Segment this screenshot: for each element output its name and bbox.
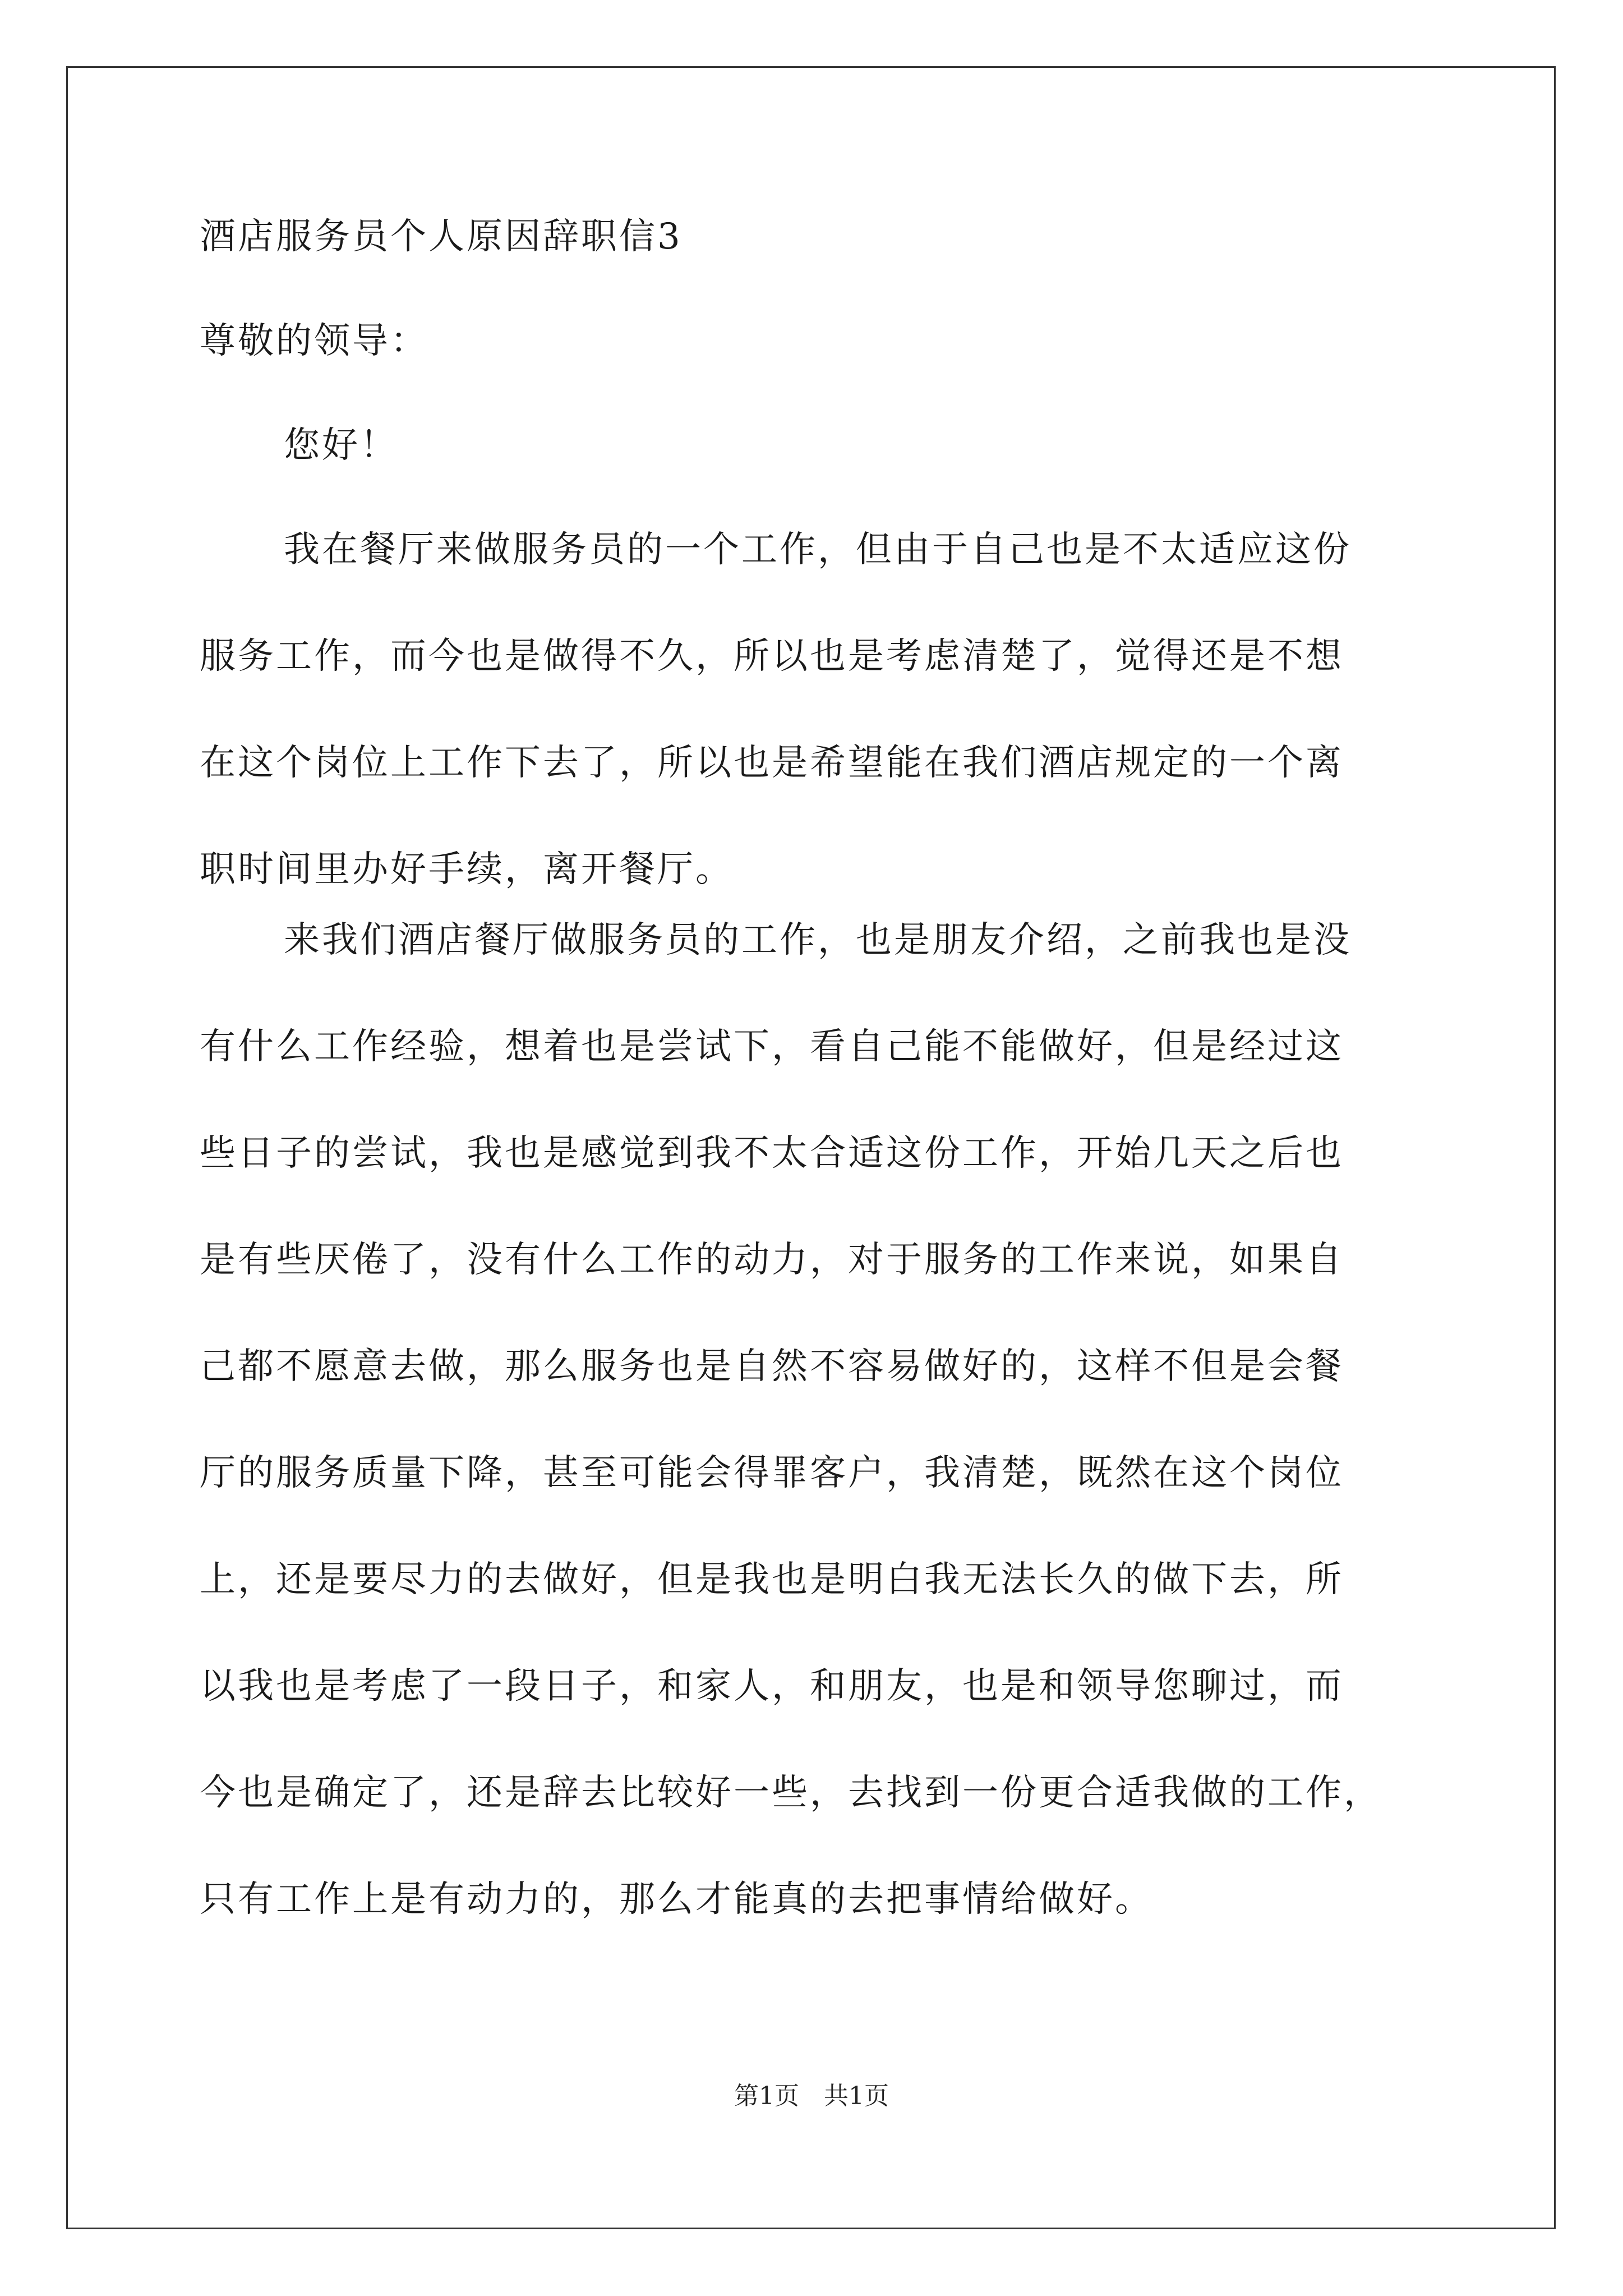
paragraph-line: 己都不愿意去做，那么服务也是自然不容易做好的，这样不但是会餐 (200, 1346, 1344, 1387)
page-footer: 第1页 共1页 (734, 2082, 889, 2110)
salutation: 尊敬的领导： (200, 320, 428, 362)
paragraph-line: 些日子的尝试，我也是感觉到我不太合适这份工作，开始几天之后也 (200, 1133, 1344, 1174)
paragraph-line: 职时间里办好手续，离开餐厅。 (200, 849, 734, 890)
paragraph-line: 我在餐厅来做服务员的一个工作，但由于自己也是不太适应这份 (284, 529, 1352, 570)
paragraph-line: 服务工作，而今也是做得不久，所以也是考虑清楚了，觉得还是不想 (200, 636, 1344, 677)
paragraph-2 (200, 919, 1461, 1988)
letter-body (200, 216, 1461, 1988)
paragraph-line: 只有工作上是有动力的，那么才能真的去把事情给做好。 (200, 1879, 1153, 1920)
paragraph-line: 厅的服务质量下降，甚至可能会得罪客户，我清楚，既然在这个岗位 (200, 1452, 1344, 1494)
paragraph-line: 在这个岗位上工作下去了，所以也是希望能在我们酒店规定的一个离 (200, 742, 1344, 784)
paragraph-1 (200, 529, 1461, 958)
paragraph-line: 是有些厌倦了，没有什么工作的动力，对于服务的工作来说，如果自 (200, 1239, 1344, 1281)
document-title: 酒店服务员个人原因辞职信3 (200, 216, 683, 257)
paragraph-line: 来我们酒店餐厅做服务员的工作，也是朋友介绍，之前我也是没 (284, 919, 1352, 961)
paragraph-line: 今也是确定了，还是辞去比较好一些，去找到一份更合适我做的工作， (200, 1772, 1382, 1814)
paragraph-line: 上，还是要尽力的去做好，但是我也是明白我无法长久的做下去，所 (200, 1559, 1344, 1600)
paragraph-line: 以我也是考虑了一段日子，和家人，和朋友，也是和领导您聊过，而 (200, 1665, 1344, 1707)
greeting: 您好！ (284, 425, 398, 466)
paragraph-line: 有什么工作经验，想着也是尝试下，看自己能不能做好，但是经过这 (200, 1026, 1344, 1068)
